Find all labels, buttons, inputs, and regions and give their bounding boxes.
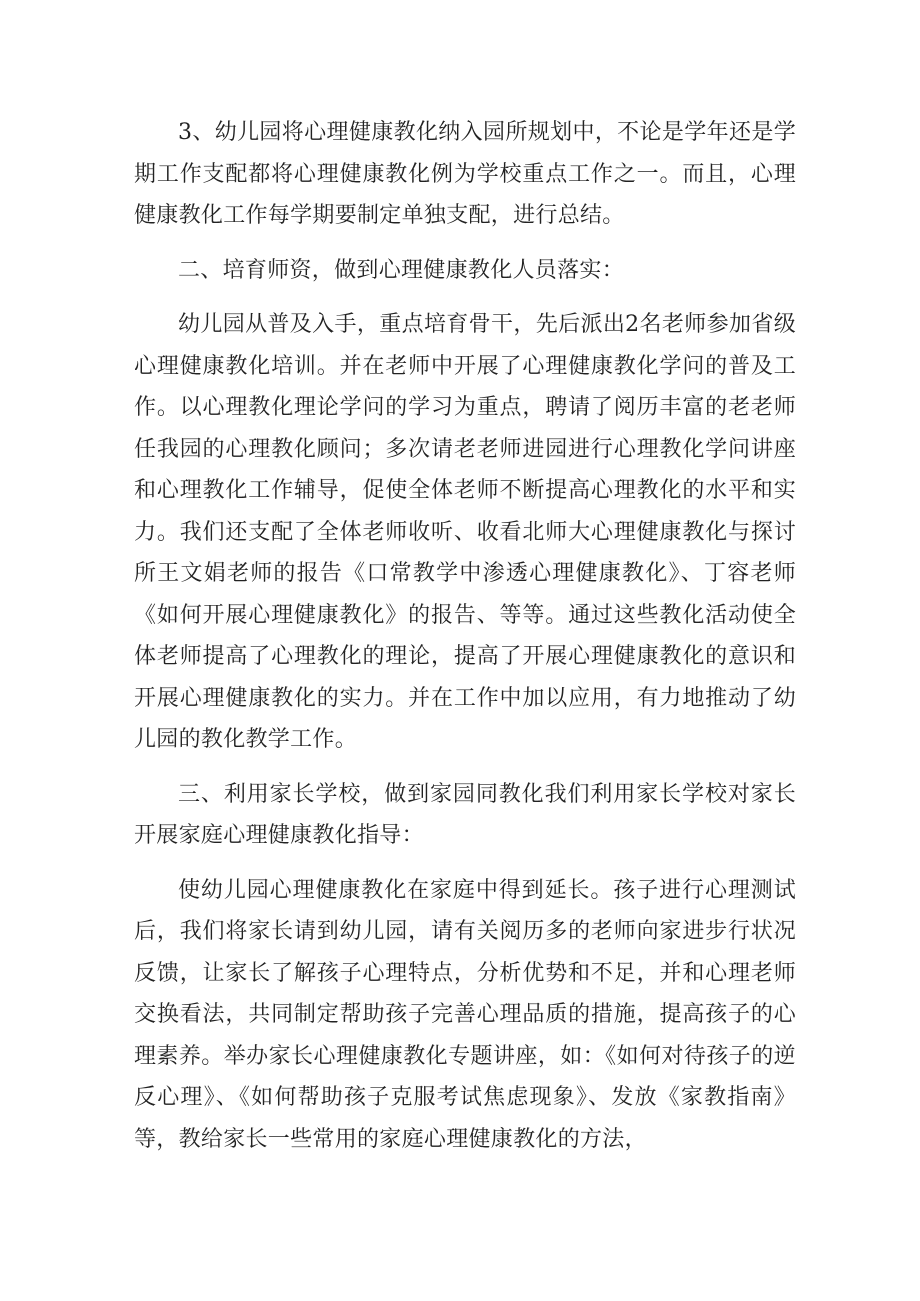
paragraph-planning: 3、幼儿园将心理健康教化纳入园所规划中，不论是学年还是学期工作支配都将心理健康教化例为学校重点工作之一。而且，心理健康教化工作每学期要制定单独支配，进行总结。: [134, 120, 796, 228]
paragraph-family-education: 使幼儿园心理健康教化在家庭中得到延长。孩子进行心理测试后，我们将家长请到幼儿园，请有关阅历多的老师向家进步行状况反馈，让家长了解孩子心理特点，分析优势和不足，并和心理老师交换看法，共同制定帮助孩子完善心理品质的措施，提高孩子的心理素养。举办家长心理健康教化专题讲座，如：《如何对待孩子的逆反心理》、《如何帮助孩子克服考试焦虑现象》、发放《家教指南》等，教给家长一些常用的家庭心理健康教化的方法，: [134, 877, 796, 1152]
section-heading-parent-school: 三、利用家长学校，做到家园同教化我们利用家长学校对家长开展家庭心理健康教化指导：: [134, 781, 796, 848]
paragraph-teacher-training: 幼儿园从普及入手，重点培育骨干，先后派出2名老师参加省级心理健康教化培训。并在老师中开展了心理健康教化学问的普及工作。以心理教化理论学问的学习为重点，聘请了阅历丰富的老老师任我园的心理教化顾问；多次请老老师进园进行心理教化学问讲座和心理教化工作辅导，促使全体老师不断提高心理教化的水平和实力。我们还支配了全体老师收听、收看北师大心理健康教化与探讨所王文娟老师的报告《口常教学中渗透心理健康教化》、丁容老师《如何开展心理健康教化》的报告、等等。通过这些教化活动使全体老师提高了心理教化的理论，提高了开展心理健康教化的意识和开展心理健康教化的实力。并在工作中加以应用，有力地推动了幼儿园的教化教学工作。: [134, 312, 796, 752]
document-body: [134, 112, 796, 1173]
section-heading-teacher-training: 二、培育师资，做到心理健康教化人员落实：: [178, 257, 625, 283]
